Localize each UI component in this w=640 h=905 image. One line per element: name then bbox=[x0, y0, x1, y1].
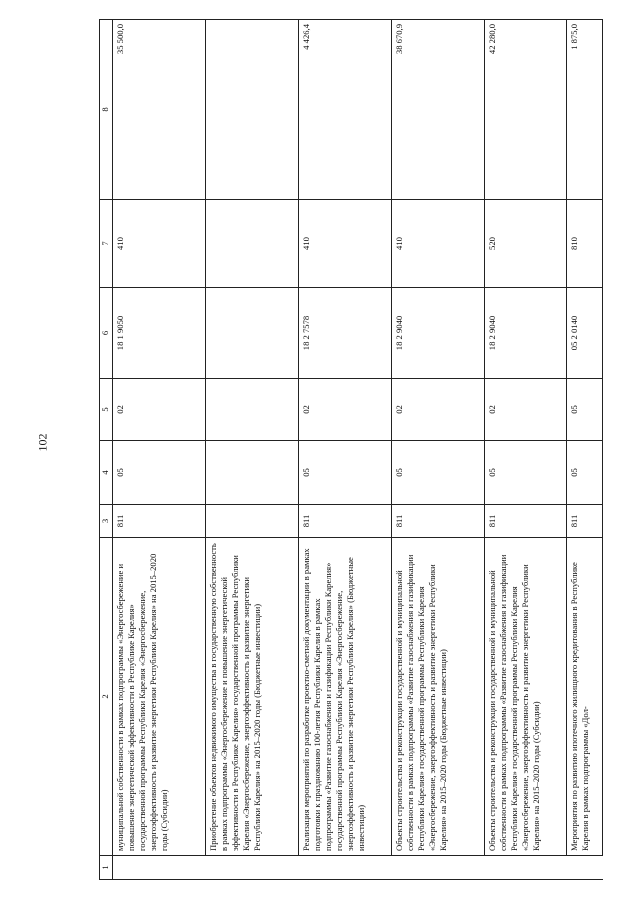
row-code-5: 02 bbox=[485, 379, 567, 441]
row-code-4: 05 bbox=[392, 441, 485, 505]
row-amount: 42 280,0 bbox=[485, 20, 567, 200]
table-row bbox=[392, 20, 485, 880]
page-number: 102 bbox=[35, 433, 50, 452]
row-code-6: 05 2 0140 bbox=[567, 288, 603, 379]
column-header: 1 bbox=[100, 856, 113, 880]
row-description: Приобретение объектов недвижимого имущества в государственную собственность в рамках подпрограммы «Энергосбережение и повышение энергетической эффективности в Республике Карелия» государственной программы Республики Карелия «Энергосбережение, энергоэффективность и развитие энергетики Республики Карелия» на 2015–2020 годы (Бюджетные инвестиции) bbox=[206, 538, 299, 856]
row-code-4: 05 bbox=[567, 441, 603, 505]
column-header: 3 bbox=[100, 505, 113, 538]
row-description: Реализация мероприятий по разработке проектно-сметной документации в рамках подготовки к празднованию 100-летия Республики Карелия в рамках подпрограммы «Развитие газоснабжения и газификации Республики Карелия» государственной программы Республики Карелия «Энергосбережение, энергоэффективность и развитие энергетики Республики Карелия» (Бюджетные инвестиции) bbox=[299, 538, 392, 856]
row-code-3: 811 bbox=[567, 505, 603, 538]
row-code-6: 18 1 9050 bbox=[113, 288, 206, 379]
row-amount: 4 426,4 bbox=[299, 20, 392, 200]
column-header: 4 bbox=[100, 441, 113, 505]
budget-table bbox=[99, 19, 603, 880]
row-code-4: 05 bbox=[299, 441, 392, 505]
row-spacer-cell bbox=[299, 856, 392, 880]
row-code-3: 811 bbox=[392, 505, 485, 538]
column-header: 6 bbox=[100, 288, 113, 379]
row-spacer-cell bbox=[485, 856, 567, 880]
table-row bbox=[113, 20, 206, 880]
budget-table-rotated bbox=[99, 20, 590, 880]
row-code-3: 811 bbox=[299, 505, 392, 538]
table-row bbox=[206, 20, 299, 880]
row-code-4 bbox=[206, 441, 299, 505]
column-header: 7 bbox=[100, 200, 113, 288]
row-spacer-cell bbox=[392, 856, 485, 880]
row-code-4: 05 bbox=[485, 441, 567, 505]
row-amount bbox=[206, 20, 299, 200]
row-code-7 bbox=[206, 200, 299, 288]
column-header: 2 bbox=[100, 538, 113, 856]
row-code-3: 811 bbox=[485, 505, 567, 538]
column-header: 8 bbox=[100, 20, 113, 200]
column-header: 5 bbox=[100, 379, 113, 441]
row-code-5: 02 bbox=[392, 379, 485, 441]
row-code-6: 18 2 9040 bbox=[392, 288, 485, 379]
table-row bbox=[485, 20, 567, 880]
row-amount: 38 670,9 bbox=[392, 20, 485, 200]
table-header-row bbox=[100, 20, 113, 880]
row-code-6: 18 2 9040 bbox=[485, 288, 567, 379]
row-spacer-cell bbox=[206, 856, 299, 880]
row-code-4: 05 bbox=[113, 441, 206, 505]
table-row bbox=[299, 20, 392, 880]
row-description: муниципальной собственности в рамках подпрограммы «Энергосбережение и повышение энергетической эффективности в Республике Карелия» государственной программы Республики Карелия «Энергосбережение, энергоэффективность и развитие энергетики Республики Карелия» на 2015–2020 годы (Субсидии) bbox=[113, 538, 206, 856]
row-amount: 1 875,0 bbox=[567, 20, 603, 200]
row-code-3: 811 bbox=[113, 505, 206, 538]
row-code-6 bbox=[206, 288, 299, 379]
row-spacer-cell bbox=[567, 856, 603, 880]
row-code-7: 410 bbox=[299, 200, 392, 288]
row-spacer-cell bbox=[113, 856, 206, 880]
row-amount: 35 500,0 bbox=[113, 20, 206, 200]
row-code-7: 410 bbox=[113, 200, 206, 288]
row-code-5: 02 bbox=[113, 379, 206, 441]
row-code-7: 520 bbox=[485, 200, 567, 288]
row-code-3 bbox=[206, 505, 299, 538]
row-code-5: 02 bbox=[299, 379, 392, 441]
row-description: Объекты строительства и реконструкции государственной и муниципальной собственности в рамках подпрограммы «Развитие газоснабжения и газификации Республики Карелия» государственной программы Республики Карелия «Энергосбережение, энергоэффективность и развитие энергетики Республики Карелия» на 2015–2020 годы (Субсидии) bbox=[485, 538, 567, 856]
row-code-7: 410 bbox=[392, 200, 485, 288]
row-code-7: 810 bbox=[567, 200, 603, 288]
row-code-5: 05 bbox=[567, 379, 603, 441]
row-description: Объекты строительства и реконструкции государственной и муниципальной собственности в рамках подпрограммы «Развитие газоснабжения и газификации Республики Карелия» государственной программы Республики Карелия «Энергосбережение, энергоэффективность и развитие энергетики Республики Карелия» на 2015–2020 годы (Бюджетные инвестиции) bbox=[392, 538, 485, 856]
row-code-5 bbox=[206, 379, 299, 441]
table-row bbox=[567, 20, 603, 880]
row-code-6: 18 2 7578 bbox=[299, 288, 392, 379]
row-description: Мероприятия по развитию ипотечного жилищного кредитования в Республике Карелия в рамках подпрограммы «Дол- bbox=[567, 538, 603, 856]
